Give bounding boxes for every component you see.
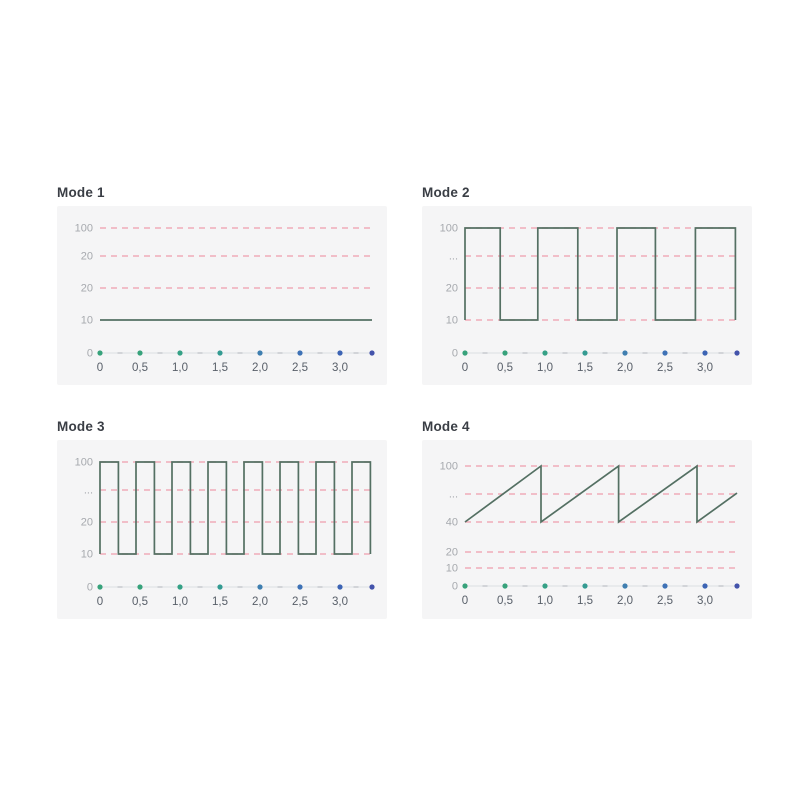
chart-canvas-mode-4 xyxy=(422,440,752,619)
x-tick-label: 2,5 xyxy=(292,362,308,374)
x-tick-label: 0 xyxy=(461,362,469,374)
y-axis-labels xyxy=(440,223,458,360)
chart-title-mode-2: Mode 2 xyxy=(422,185,470,200)
series-line xyxy=(100,462,370,554)
chart-panel-mode-2 xyxy=(422,206,752,385)
x-axis-dot xyxy=(137,350,142,355)
chart-title-mode-1: Mode 1 xyxy=(57,185,105,200)
x-axis-dot xyxy=(97,584,102,589)
gridlines xyxy=(100,228,372,288)
x-axis-dot xyxy=(297,350,302,355)
x-axis-labels xyxy=(462,595,713,607)
x-axis-dot xyxy=(622,583,627,588)
x-tick-label: 2,5 xyxy=(657,362,673,374)
series-line xyxy=(465,228,735,320)
chart-panel-mode-4 xyxy=(422,440,752,619)
chart-block-mode-3 xyxy=(57,420,387,619)
x-tick-label: 2,0 xyxy=(252,362,268,374)
x-axis-labels xyxy=(462,362,713,374)
x-axis-dot xyxy=(542,350,547,355)
x-tick-label: 2,5 xyxy=(292,596,308,608)
chart-panel-mode-3 xyxy=(57,440,387,619)
x-axis-dot xyxy=(582,583,587,588)
x-axis-dot xyxy=(662,583,667,588)
x-axis-dot xyxy=(734,350,739,355)
x-axis-dot xyxy=(622,350,627,355)
x-tick-label: 3,0 xyxy=(697,595,713,607)
y-tick-label: 10 xyxy=(445,562,458,575)
y-tick-label: 10 xyxy=(445,314,458,327)
x-axis-dot xyxy=(702,350,707,355)
x-axis-dot xyxy=(462,583,467,588)
x-tick-label: 3,0 xyxy=(697,362,713,374)
y-tick-label: 20 xyxy=(80,516,93,529)
x-tick-label: 0 xyxy=(461,595,469,607)
y-tick-label: ... xyxy=(448,488,458,501)
x-axis-dot xyxy=(502,583,507,588)
x-axis-dot xyxy=(369,350,374,355)
x-tick-label: 1,0 xyxy=(537,595,553,607)
x-tick-label: 2,5 xyxy=(657,595,673,607)
x-axis-dot xyxy=(542,583,547,588)
x-axis-dot xyxy=(662,350,667,355)
x-axis-dot xyxy=(462,350,467,355)
chart-block-mode-4 xyxy=(422,420,752,619)
y-tick-label: 20 xyxy=(445,546,458,559)
x-tick-label: 2,0 xyxy=(252,596,268,608)
y-tick-label: 100 xyxy=(74,222,93,235)
y-tick-label: 0 xyxy=(86,347,93,360)
y-tick-label: 40 xyxy=(445,516,458,529)
x-tick-label: 0 xyxy=(96,596,104,608)
y-axis-labels xyxy=(75,223,93,360)
y-tick-label: 100 xyxy=(439,460,458,473)
y-tick-label: 100 xyxy=(439,222,458,235)
chart-canvas-mode-1 xyxy=(57,206,387,385)
x-tick-label: 1,0 xyxy=(172,596,188,608)
x-tick-label: 0,5 xyxy=(132,362,148,374)
x-axis-dot xyxy=(137,584,142,589)
y-tick-label: 10 xyxy=(80,314,93,327)
x-tick-label: 0,5 xyxy=(497,595,513,607)
x-tick-label: 3,0 xyxy=(332,596,348,608)
y-tick-label: ... xyxy=(83,484,93,497)
x-axis-dot xyxy=(257,584,262,589)
x-tick-label: 1,0 xyxy=(537,362,553,374)
x-axis-labels xyxy=(97,596,348,608)
x-axis-dot xyxy=(502,350,507,355)
y-tick-label: 10 xyxy=(80,548,93,561)
x-axis-dot xyxy=(217,584,222,589)
x-axis-dot xyxy=(177,584,182,589)
chart-title-mode-3: Mode 3 xyxy=(57,419,105,434)
x-tick-label: 2,0 xyxy=(617,595,633,607)
x-tick-label: 1,5 xyxy=(212,362,228,374)
x-tick-label: 3,0 xyxy=(332,362,348,374)
x-axis-dot xyxy=(257,350,262,355)
x-tick-label: 1,5 xyxy=(212,596,228,608)
chart-block-mode-1 xyxy=(57,186,387,385)
x-axis-dot xyxy=(337,584,342,589)
gridlines xyxy=(100,462,372,554)
x-axis-dot xyxy=(369,584,374,589)
x-axis-dot xyxy=(734,583,739,588)
x-tick-label: 0,5 xyxy=(497,362,513,374)
x-axis-dot xyxy=(582,350,587,355)
y-tick-label: 0 xyxy=(451,580,458,593)
x-axis-dot xyxy=(177,350,182,355)
chart-panel-mode-1 xyxy=(57,206,387,385)
y-tick-label: ... xyxy=(448,250,458,263)
x-tick-label: 2,0 xyxy=(617,362,633,374)
x-tick-label: 0,5 xyxy=(132,596,148,608)
y-tick-label: 100 xyxy=(74,456,93,469)
chart-title-mode-4: Mode 4 xyxy=(422,419,470,434)
x-axis-dot xyxy=(702,583,707,588)
x-axis-dot xyxy=(217,350,222,355)
chart-canvas-mode-2 xyxy=(422,206,752,385)
x-tick-label: 1,5 xyxy=(577,595,593,607)
x-tick-label: 1,5 xyxy=(577,362,593,374)
y-axis-labels xyxy=(75,457,93,594)
chart-canvas-mode-3 xyxy=(57,440,387,619)
x-tick-label: 1,0 xyxy=(172,362,188,374)
x-axis-labels xyxy=(97,362,348,374)
y-tick-label: 20 xyxy=(80,250,93,263)
y-tick-label: 20 xyxy=(80,282,93,295)
chart-block-mode-2 xyxy=(422,186,752,385)
x-axis-dot xyxy=(97,350,102,355)
x-axis-dot xyxy=(297,584,302,589)
y-tick-label: 0 xyxy=(451,347,458,360)
x-tick-label: 0 xyxy=(96,362,104,374)
y-axis-labels xyxy=(440,461,458,593)
y-tick-label: 0 xyxy=(86,581,93,594)
y-tick-label: 20 xyxy=(445,282,458,295)
x-axis-dot xyxy=(337,350,342,355)
